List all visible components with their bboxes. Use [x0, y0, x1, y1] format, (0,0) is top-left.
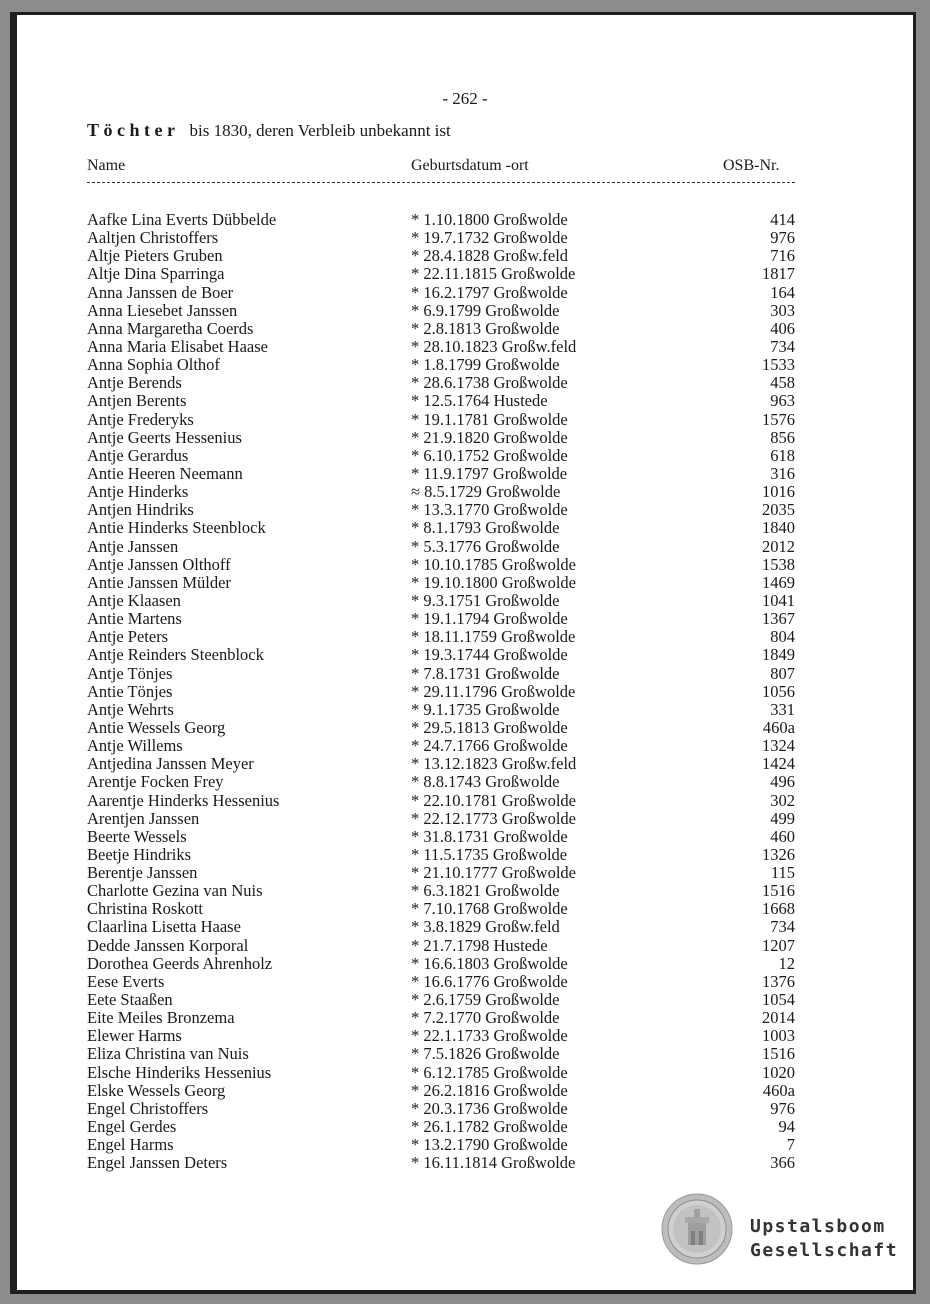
entry-name: Antie Martens	[87, 609, 182, 629]
entry-birth: * 11.9.1797 Großwolde	[411, 463, 568, 483]
list-item	[17, 773, 913, 791]
list-item	[17, 265, 913, 283]
entry-birth: * 20.3.1736 Großwolde	[411, 1098, 568, 1118]
list-item	[17, 646, 913, 664]
list-item	[17, 846, 913, 864]
entry-birth: * 7.10.1768 Großwolde	[411, 899, 568, 919]
list-item	[17, 392, 913, 410]
entry-name: Antje Tönjes	[87, 663, 173, 683]
list-item	[17, 574, 913, 592]
entry-name: Anna Margaretha Coerds	[87, 318, 254, 338]
entry-birth: ≈ 8.5.1729 Großwolde	[411, 482, 561, 502]
title-rest: bis 1830, deren Verbleib unbekannt ist	[189, 121, 451, 140]
entry-osb-number: 1817	[762, 264, 795, 284]
list-item	[17, 338, 913, 356]
entry-birth: * 9.1.1735 Großwolde	[411, 699, 560, 719]
entry-osb-number: 1516	[762, 1044, 795, 1064]
list-item	[17, 628, 913, 646]
list-item	[17, 465, 913, 483]
entry-name: Christina Roskott	[87, 899, 203, 919]
entry-osb-number: 366	[770, 1153, 795, 1173]
entry-name: Antje Berends	[87, 373, 182, 393]
entry-birth: * 28.6.1738 Großwolde	[411, 373, 568, 393]
list-item	[17, 229, 913, 247]
entry-birth: * 13.2.1790 Großwolde	[411, 1135, 568, 1155]
entry-name: Anna Liesebet Janssen	[87, 300, 238, 320]
entry-osb-number: 2012	[762, 536, 795, 556]
entry-osb-number: 734	[770, 917, 795, 937]
entry-name: Anna Janssen de Boer	[87, 282, 234, 302]
entry-osb-number: 1668	[762, 899, 795, 919]
entry-osb-number: 976	[770, 228, 795, 248]
entry-birth: * 11.5.1735 Großwolde	[411, 844, 568, 864]
entry-name: Charlotte Gezina van Nuis	[87, 881, 263, 901]
entry-name: Antje Klaasen	[87, 590, 181, 610]
entry-osb-number: 458	[770, 373, 795, 393]
list-item	[17, 955, 913, 973]
entry-osb-number: 1054	[762, 990, 795, 1010]
list-item	[17, 538, 913, 556]
entry-birth: * 7.5.1826 Großwolde	[411, 1044, 560, 1064]
document-page	[17, 15, 913, 1290]
list-item	[17, 374, 913, 392]
entry-birth: * 9.3.1751 Großwolde	[411, 590, 560, 610]
entry-osb-number: 1207	[762, 935, 795, 955]
entry-birth: * 19.1.1781 Großwolde	[411, 409, 568, 429]
entry-name: Antje Willems	[87, 736, 183, 756]
entry-name: Antjedina Janssen Meyer	[87, 754, 254, 774]
list-item	[17, 1082, 913, 1100]
entry-osb-number: 1056	[762, 681, 795, 701]
list-item	[17, 556, 913, 574]
entry-birth: * 6.9.1799 Großwolde	[411, 300, 560, 320]
entry-osb-number: 302	[770, 790, 795, 810]
entry-birth: * 22.10.1781 Großwolde	[411, 790, 576, 810]
entry-birth: * 8.8.1743 Großwolde	[411, 772, 560, 792]
header-divider	[87, 182, 795, 183]
entry-birth: * 16.11.1814 Großwolde	[411, 1153, 576, 1173]
list-item	[17, 1064, 913, 1082]
entry-birth: * 26.1.1782 Großwolde	[411, 1117, 568, 1137]
entry-osb-number: 1840	[762, 518, 795, 538]
list-item	[17, 737, 913, 755]
entry-name: Elsche Hinderiks Hessenius	[87, 1062, 272, 1082]
entry-name: Claarlina Lisetta Haase	[87, 917, 241, 937]
entry-birth: * 7.2.1770 Großwolde	[411, 1008, 560, 1028]
entry-name: Antjen Hindriks	[87, 500, 194, 520]
entry-birth: * 1.8.1799 Großwolde	[411, 355, 560, 375]
entry-osb-number: 618	[770, 445, 795, 465]
list-item	[17, 302, 913, 320]
entry-osb-number: 331	[770, 699, 795, 719]
entry-osb-number: 804	[770, 627, 795, 647]
entry-birth: * 5.3.1776 Großwolde	[411, 536, 560, 556]
entry-birth: * 6.10.1752 Großwolde	[411, 445, 568, 465]
entry-name: Eese Everts	[87, 971, 165, 991]
list-item	[17, 755, 913, 773]
list-item	[17, 356, 913, 374]
entry-name: Eliza Christina van Nuis	[87, 1044, 249, 1064]
entry-osb-number: 963	[770, 391, 795, 411]
entry-osb-number: 1849	[762, 645, 795, 665]
entry-osb-number: 807	[770, 663, 795, 683]
entry-name: Dorothea Geerds Ahrenholz	[87, 953, 273, 973]
entry-osb-number: 115	[770, 863, 795, 883]
list-item	[17, 284, 913, 302]
entry-name: Antje Peters	[87, 627, 169, 647]
list-item	[17, 937, 913, 955]
entry-birth: * 22.1.1733 Großwolde	[411, 1026, 568, 1046]
logo-line-1: Upstalsboom	[750, 1216, 886, 1237]
entry-name: Aaltjen Christoffers	[87, 228, 219, 248]
entry-name: Dedde Janssen Korporal	[87, 935, 249, 955]
entry-name: Aafke Lina Everts Dübbelde	[87, 210, 277, 229]
entry-birth: * 6.3.1821 Großwolde	[411, 881, 560, 901]
entry-name: Eete Staaßen	[87, 990, 173, 1010]
entry-birth: * 26.2.1816 Großwolde	[411, 1080, 568, 1100]
entry-name: Antie Wessels Georg	[87, 717, 226, 737]
list-item	[17, 501, 913, 519]
entry-osb-number: 1326	[762, 844, 795, 864]
entry-name: Elske Wessels Georg	[87, 1080, 226, 1100]
entry-name: Antie Tönjes	[87, 681, 173, 701]
list-item	[17, 610, 913, 628]
society-seal-icon	[661, 1193, 733, 1265]
entry-birth: * 13.3.1770 Großwolde	[411, 500, 568, 520]
entry-osb-number: 1576	[762, 409, 795, 429]
column-header-name: Name	[87, 157, 126, 174]
entry-birth: * 12.5.1764 Hustede	[411, 391, 548, 411]
page-number: - 262 -	[442, 89, 488, 108]
list-item	[17, 792, 913, 810]
entry-name: Aarentje Hinderks Hessenius	[87, 790, 280, 810]
entry-name: Antje Janssen	[87, 536, 179, 556]
entry-name: Antje Geerts Hessenius	[87, 427, 242, 447]
entry-birth: * 7.8.1731 Großwolde	[411, 663, 560, 683]
list-item	[17, 1045, 913, 1063]
entry-name: Antie Hinderks Steenblock	[87, 518, 266, 538]
entry-osb-number: 496	[770, 772, 795, 792]
entry-birth: * 10.10.1785 Großwolde	[411, 554, 576, 574]
column-header-date: Geburtsdatum -ort	[411, 157, 529, 174]
list-item	[17, 665, 913, 683]
entry-name: Antje Frederyks	[87, 409, 194, 429]
entry-birth: * 2.6.1759 Großwolde	[411, 990, 560, 1010]
list-item	[17, 1100, 913, 1118]
entry-name: Altje Pieters Gruben	[87, 246, 223, 266]
entry-name: Antjen Berents	[87, 391, 187, 411]
entry-birth: * 16.6.1803 Großwolde	[411, 953, 568, 973]
page-title	[87, 120, 451, 141]
list-item	[17, 683, 913, 701]
list-item	[17, 411, 913, 429]
entry-name: Beetje Hindriks	[87, 844, 192, 864]
list-item	[17, 701, 913, 719]
list-item	[17, 483, 913, 501]
entry-osb-number: 460a	[762, 717, 795, 737]
entry-name: Engel Gerdes	[87, 1117, 177, 1137]
entry-osb-number: 1020	[762, 1062, 795, 1082]
entry-osb-number: 1516	[762, 881, 795, 901]
list-item	[17, 1027, 913, 1045]
entry-osb-number: 499	[770, 808, 795, 828]
list-item	[17, 719, 913, 737]
entry-osb-number: 976	[770, 1098, 795, 1118]
entry-birth: * 2.8.1813 Großwolde	[411, 318, 560, 338]
entry-birth: * 19.1.1794 Großwolde	[411, 609, 568, 629]
entry-name: Elewer Harms	[87, 1026, 182, 1046]
entry-osb-number: 2035	[762, 500, 795, 520]
logo-line-2: Gesellschaft	[750, 1240, 899, 1261]
entry-birth: * 19.10.1800 Großwolde	[411, 572, 576, 592]
entry-birth: * 21.10.1777 Großwolde	[411, 863, 576, 883]
entry-name: Engel Harms	[87, 1135, 174, 1155]
entry-birth: * 21.9.1820 Großwolde	[411, 427, 568, 447]
entry-name: Eite Meiles Bronzema	[87, 1008, 235, 1028]
list-item	[17, 900, 913, 918]
list-item	[17, 429, 913, 447]
list-item	[17, 864, 913, 882]
entry-osb-number: 1367	[762, 609, 795, 629]
entry-birth: * 22.11.1815 Großwolde	[411, 264, 576, 284]
entry-osb-number: 460	[770, 826, 795, 846]
entry-osb-number: 12	[778, 953, 795, 973]
list-item	[17, 519, 913, 537]
entry-osb-number: 734	[770, 336, 795, 356]
entry-name: Engel Christoffers	[87, 1098, 209, 1118]
entry-name: Antje Reinders Steenblock	[87, 645, 264, 665]
entry-birth: * 22.12.1773 Großwolde	[411, 808, 576, 828]
entry-osb-number: 7	[786, 1135, 795, 1155]
entry-birth: * 19.7.1732 Großwolde	[411, 228, 568, 248]
entry-birth: * 24.7.1766 Großwolde	[411, 736, 568, 756]
entry-birth: * 31.8.1731 Großwolde	[411, 826, 568, 846]
entry-birth: * 13.12.1823 Großw.feld	[411, 754, 577, 774]
entry-osb-number: 1016	[762, 482, 795, 502]
list-item	[17, 447, 913, 465]
list-item	[17, 810, 913, 828]
entry-osb-number: 316	[770, 463, 795, 483]
entry-name: Engel Janssen Deters	[87, 1153, 228, 1173]
entry-osb-number: 94	[778, 1117, 795, 1137]
entry-birth: * 19.3.1744 Großwolde	[411, 645, 568, 665]
list-item	[17, 1136, 913, 1154]
list-item	[17, 973, 913, 991]
list-item	[17, 211, 913, 229]
entry-osb-number: 164	[770, 282, 795, 302]
list-item	[17, 1118, 913, 1136]
entry-name: Antie Janssen Mülder	[87, 572, 231, 592]
title-toechter: Töchter	[87, 120, 180, 140]
list-item	[17, 320, 913, 338]
entry-osb-number: 1376	[762, 971, 795, 991]
entry-name: Anna Maria Elisabet Haase	[87, 336, 268, 356]
entry-osb-number: 2014	[762, 1008, 795, 1028]
entry-birth: * 28.10.1823 Großw.feld	[411, 336, 577, 356]
entry-osb-number: 1324	[762, 736, 795, 756]
entry-name: Anna Sophia Olthof	[87, 355, 220, 375]
entry-osb-number: 1538	[762, 554, 795, 574]
entry-osb-number: 406	[770, 318, 795, 338]
list-item	[17, 592, 913, 610]
entry-name: Berentje Janssen	[87, 863, 198, 883]
entry-birth: * 1.10.1800 Großwolde	[411, 210, 568, 229]
entry-birth: * 16.6.1776 Großwolde	[411, 971, 568, 991]
entry-name: Antje Janssen Olthoff	[87, 554, 231, 574]
entry-osb-number: 303	[770, 300, 795, 320]
entry-name: Antie Heeren Neemann	[87, 463, 243, 483]
entry-name: Antje Gerardus	[87, 445, 189, 465]
entry-birth: * 29.11.1796 Großwolde	[411, 681, 576, 701]
list-item	[17, 882, 913, 900]
society-logo-text	[750, 1215, 898, 1263]
entry-birth: * 21.7.1798 Hustede	[411, 935, 548, 955]
entry-birth: * 3.8.1829 Großw.feld	[411, 917, 560, 937]
entry-birth: * 6.12.1785 Großwolde	[411, 1062, 568, 1082]
entry-name: Antje Wehrts	[87, 699, 174, 719]
entry-osb-number: 856	[770, 427, 795, 447]
entry-osb-number: 1424	[762, 754, 795, 774]
entry-name: Arentje Focken Frey	[87, 772, 224, 792]
entry-birth: * 16.2.1797 Großwolde	[411, 282, 568, 302]
entry-name: Antje Hinderks	[87, 482, 189, 502]
entry-osb-number: 1041	[762, 590, 795, 610]
list-item	[17, 828, 913, 846]
entry-name: Altje Dina Sparringa	[87, 264, 225, 284]
list-item	[17, 1154, 913, 1172]
list-item	[17, 918, 913, 936]
list-item	[17, 247, 913, 265]
entries-list	[17, 211, 913, 1172]
column-header-osb: OSB-Nr.	[723, 157, 780, 174]
entry-birth: * 8.1.1793 Großwolde	[411, 518, 560, 538]
entry-name: Beerte Wessels	[87, 826, 187, 846]
entry-osb-number: 1469	[762, 572, 795, 592]
entry-osb-number: 414	[770, 210, 795, 229]
entry-osb-number: 1533	[762, 355, 795, 375]
entry-osb-number: 1003	[762, 1026, 795, 1046]
entry-osb-number: 716	[770, 246, 795, 266]
entry-birth: * 28.4.1828 Großw.feld	[411, 246, 569, 266]
entry-birth: * 18.11.1759 Großwolde	[411, 627, 576, 647]
entry-birth: * 29.5.1813 Großwolde	[411, 717, 568, 737]
entry-osb-number: 460a	[762, 1080, 795, 1100]
list-item	[17, 991, 913, 1009]
entry-name: Arentjen Janssen	[87, 808, 200, 828]
list-item	[17, 1009, 913, 1027]
